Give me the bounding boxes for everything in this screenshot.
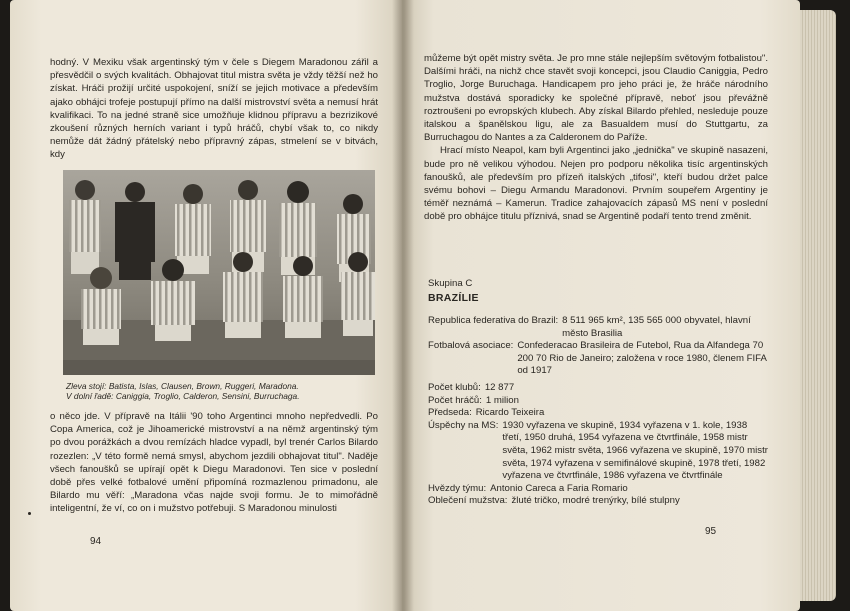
group-label: Skupina C	[428, 278, 473, 289]
fact-row	[428, 382, 768, 395]
fact-row	[428, 407, 768, 420]
left-bottom-paragraph: o něco jde. V přípravě na Itálii '90 toho Argentinci mnoho nepředvedli. Po Copa America, což je Jihoamerické mistrovství a na němž argentinský tým po dvou porážkách a dvou remízách hladce vypadl, byl trenér Carlos Bilardo rozezlen: „V této formě nemá smysl, abychom jezdili obhajovat titul". Naděje všech fanoušků se upírají opět k Diegu Maradonovi. Ten sice v poslední době přes velké fotbalové umění připomíná rozmazlenou primadonu, ale Bilardo mu věří: „Maradona včas najde svoji formu. Je to mimořádně inteligentní, že ví, co on i mužstvo potřebuji. S Maradonou minulosti	[50, 411, 378, 515]
fact-value: 8 511 965 km², 135 565 000 obyvatel, hlavní město Brasilia	[562, 315, 751, 339]
left-top-paragraph: hodný. V Mexiku však argentinský tým v čele s Diegem Maradonou zářil a přesvědčil o svých kvalitách. Obhajovat titul mistra světa je vždy těžší než ho získat. Hráči prožijí určité uspokojení, sníží se jejich motivace a především ajako obhájci trofeje postupují přímo na další mistrovství světa a nemusí hrát kvalifikaci. To na jedné straně sice umožňuje klidnou přípravu a bezrizikové zkoušení různých herních variant i typů hráčů, chybí však to, co nikdy nemůže dát žádný přátelský nebo přípravný zápas, stmelení se v bitvách, kdy	[50, 57, 378, 161]
country-heading: BRAZÍLIE	[428, 292, 479, 304]
team-photo	[63, 170, 375, 375]
caption-line-1: Zleva stojí: Batista, Islas, Clausen, Brown, Ruggeri, Maradona.	[66, 381, 299, 391]
fact-row	[428, 340, 768, 378]
fact-row	[428, 420, 768, 483]
book-spine	[392, 0, 414, 611]
country-facts	[428, 315, 768, 508]
fact-value: Confederacao Brasileira de Futebol, Rua da Alfandega 70 200 70 Rio de Janeiro; založena v roce 1980, členem FIFA od 1917	[517, 340, 767, 377]
fact-key: Počet hráčů:	[428, 394, 482, 406]
fact-key: Republica federativa do Brazil:	[428, 315, 559, 326]
fact-key: Předseda:	[428, 407, 472, 419]
fact-value: žluté tričko, modré trenýrky, bílé stulpny	[511, 495, 680, 507]
page-number-left: 94	[90, 536, 102, 547]
fact-value: 12 877	[484, 381, 515, 393]
paragraph-1: můžeme být opět mistry světa. Je pro mne stále nejlepším světovým fotbalistou". Dalšími hráči, na nichž chce stavět svoji koncepci, jsou Claudio Caniggia, Pedro Troglio, Jorge Buruchaga. Handicapem pro jeho práci je, že hráče národního mužstva dostává sporadicky ke společné přípravě, neboť jsou převážně roztroušeni po evropských klubech. Aby získal Bilardo přehled, nesleduje pouze italskou a španělskou ligu, ale za Basualdem musí do Stuttgartu, za Burruchagou do Nantes a za Calderonem do Paříže.	[424, 53, 768, 144]
photo-caption	[66, 381, 376, 402]
fact-key: Fotbalová asociace:	[428, 340, 514, 352]
fact-key: Oblečení mužstva:	[428, 495, 508, 507]
page-number-right: 95	[705, 526, 717, 537]
team-photo-image	[63, 170, 375, 375]
fact-value: Antonio Careca a Faria Romario	[490, 482, 628, 494]
caption-line-2: V dolní řadě: Caniggia, Troglio, Calderon, Sensini, Burruchaga.	[66, 391, 300, 402]
fact-row	[428, 395, 768, 408]
fact-value: 1930 vyřazena ve skupině, 1934 vyřazena v 1. kole, 1938 třetí, 1950 druhá, 1954 vyřazena ve čtvrtfinále, 1958 mistr světa, 1962 mistr světa, 1966 vyřazena ve skupině, 1970 mistr světa, 1974 vyřazena v semifinálové skupině, 1978 třetí, 1982 vyřazena ve čtvrtfinále, 1986 vyřazena ve čtvrtfinále	[502, 419, 768, 482]
margin-mark	[28, 512, 31, 515]
fact-key: Úspěchy na MS:	[428, 419, 499, 431]
paragraph-2: Hrací místo Neapol, kam byli Argentinci jako „jednička" ve skupině nasazeni, bude pro ně velikou výhodou. Nejen pro podporu několika tisíc argentinských fanoušků, ale především pro přízeň italských „tifosi", kteří budou držet palce svému bohovi – Diegu Armandu Maradonovi. Prvním soupeřem Argentiny je téměř neznámá – Kamerun. Tradice zahajovacích zápasů MS není v poslední době pro obhájce titulu příznivá, snad se Argentině podaří tento trend změnit.	[424, 145, 768, 223]
right-top-text	[424, 52, 768, 224]
fact-value: Ricardo Teixeira	[475, 407, 545, 419]
fact-key: Hvězdy týmu:	[428, 482, 487, 494]
page-edges	[800, 10, 836, 601]
fact-row	[428, 483, 768, 496]
fact-row	[428, 495, 768, 508]
fact-row	[428, 315, 768, 340]
fact-value: 1 milion	[485, 394, 519, 406]
fact-key: Počet klubů:	[428, 381, 481, 393]
